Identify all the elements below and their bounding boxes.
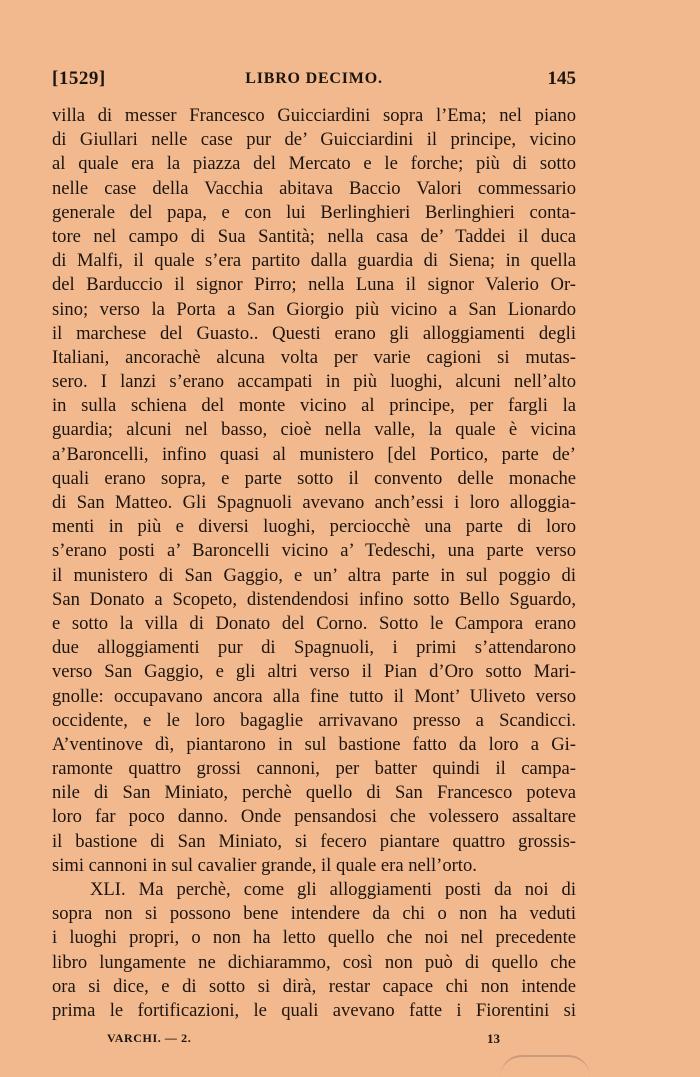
text-line: il marchese del Guasto.. Questi erano gli alloggiamenti degli bbox=[52, 322, 576, 344]
header-year: [1529] bbox=[52, 68, 106, 89]
text-line: nile di San Miniato, perchè quello di San Francesco poteva bbox=[52, 782, 576, 804]
text-line: San Donato a Scopeto, distendendosi infino sotto Bello Sguardo, bbox=[52, 588, 576, 610]
footer-signature: VARCHI. — 2. bbox=[107, 1031, 192, 1045]
text-line: del Barduccio il signor Pirro; nella Luna il signor Valerio Or- bbox=[52, 274, 576, 296]
page-header bbox=[52, 68, 576, 96]
text-line: XLI. Ma perchè, come gli alloggiamenti posti da noi di bbox=[90, 879, 576, 900]
text-line: in sulla schiena del monte vicino al principe, per fargli la bbox=[52, 395, 576, 417]
text-line: il bastione di San Miniato, si fecero piantare quattro grossis- bbox=[52, 830, 576, 852]
text-line: guardia; alcuni nel basso, cioè nella valle, la quale è vicina bbox=[52, 419, 576, 441]
text-line: di Malfi, il quale s’era partito dalla guardia di Siena; in quella bbox=[52, 250, 576, 272]
text-line: loro far poco danno. Onde pensandosi che volessero assaltare bbox=[52, 806, 576, 828]
text-line: s’erano posti a’ Baroncelli vicino a’ Tedeschi, una parte verso bbox=[52, 540, 576, 562]
text-line: sino; verso la Porta a San Giorgio più vicino a San Lionardo bbox=[52, 298, 576, 320]
text-line: generale del papa, e con lui Berlinghieri Berlinghieri conta- bbox=[52, 201, 576, 223]
text-line: due alloggiamenti pur di Spagnuoli, i primi s’attendarono bbox=[52, 637, 576, 659]
page-footer bbox=[52, 1031, 576, 1051]
text-line: prima le fortificazioni, le quali avevano fatte i Fiorentini si bbox=[52, 999, 576, 1021]
text-line: simi cannoni in sul cavalier grande, il quale era nell’orto. bbox=[52, 854, 477, 876]
text-line: libro lungamente ne dichiarammo, così non può di quello che bbox=[52, 951, 576, 973]
scan-watermark bbox=[500, 1055, 590, 1077]
text-line: di San Matteo. Gli Spagnuoli avevano anch’essi i loro alloggia- bbox=[52, 492, 576, 513]
header-page-number: 145 bbox=[547, 68, 576, 89]
text-line: gnolle: occupavano ancora alla fine tutto il Mont’ Uliveto verso bbox=[52, 685, 576, 707]
text-line: Italiani, ancorachè alcuna volta per varie cagioni si mutas- bbox=[52, 346, 576, 368]
text-line: il munistero di San Gaggio, e un’ altra parte in sul poggio di bbox=[52, 564, 576, 586]
text-line: nelle case della Vacchia abitava Baccio Valori commessario bbox=[52, 177, 576, 199]
header-chapter-title: LIBRO DECIMO. bbox=[245, 70, 383, 87]
text-line: menti in più e diversi luoghi, perciocchè una parte di loro bbox=[52, 516, 576, 538]
text-line: villa di messer Francesco Guicciardini sopra l’Ema; nel piano bbox=[52, 105, 576, 126]
text-line: sopra non si possono bene intendere da chi o non ha veduti bbox=[52, 903, 576, 925]
text-line: di Giullari nelle case pur de’ Guicciardini il principe, vicino bbox=[52, 129, 576, 151]
text-line: i luoghi propri, o non ha letto quello che noi nel precedente bbox=[52, 927, 576, 949]
text-line: A’ventinove dì, piantarono in sul bastione fatto da loro a Gi- bbox=[52, 733, 576, 755]
text-line: verso San Gaggio, e gli altri verso il Pian d’Oro sotto Mari- bbox=[52, 661, 576, 683]
footer-gathering-number: 13 bbox=[487, 1031, 500, 1046]
text-line: e sotto la villa di Donato del Corno. Sotto le Campora erano bbox=[52, 612, 576, 634]
text-line: al quale era la piazza del Mercato e le forche; più di sotto bbox=[52, 153, 576, 175]
body-text bbox=[52, 104, 576, 1023]
text-line: quali erano sopra, e parte sotto il convento delle monache bbox=[52, 467, 576, 489]
text-line: ora si dice, e di sotto si dirà, restar capace chi non intende bbox=[52, 975, 576, 997]
text-line: occidente, e le loro bagaglie arrivavano presso a Scandicci. bbox=[52, 709, 576, 731]
text-line: sero. I lanzi s’erano accampati in più luoghi, alcuni nell’alto bbox=[52, 371, 576, 393]
text-line: a’Baroncelli, infino quasi al munistero [del Portico, parte de’ bbox=[52, 443, 576, 465]
text-line: tore nel campo di Sua Santità; nella casa de’ Taddei il duca bbox=[52, 225, 576, 247]
text-line: ramonte quattro grossi cannoni, per batter quindi il campa- bbox=[52, 758, 576, 780]
